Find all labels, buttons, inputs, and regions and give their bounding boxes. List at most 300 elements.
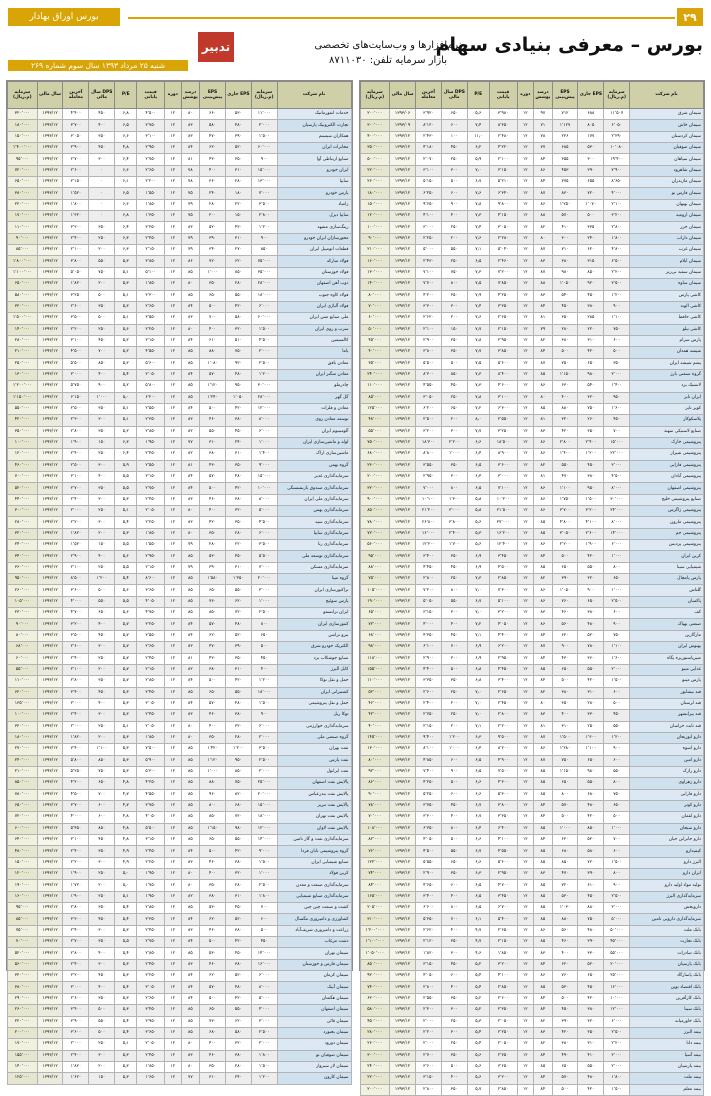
market-cap-cell: ۱۴۰٬۰۰۰ [8, 1061, 38, 1072]
market-cap-cell: ۲۸۰٬۰۰۰ [8, 335, 38, 346]
data-cell: ۲۸۰ [225, 732, 251, 743]
data-cell: ۱۲ [517, 324, 534, 335]
data-cell: ۸٬۵۰۰ [63, 574, 89, 585]
data-cell: ۳۵۵ [552, 154, 578, 165]
fiscal-year-cell: ۱۳۹۳/۱۲ [37, 188, 63, 199]
data-cell: ۴۵۰ [89, 109, 115, 120]
data-cell: ۵٬۳۵۰ [415, 914, 441, 925]
data-cell: ۸٬۹۰۰ [489, 449, 517, 460]
data-cell: ۲٬۹۰۰ [415, 869, 441, 880]
data-cell: ۵٬۹۰۰ [137, 755, 165, 766]
data-cell: ۲٬۸۵۰ [489, 1084, 517, 1095]
table-row [360, 585, 704, 596]
table-row [8, 324, 352, 335]
data-cell: ۷۷۵ [552, 177, 578, 188]
data-cell: ۴۰۰ [441, 812, 467, 823]
data-cell: ۱۲ [517, 789, 534, 800]
data-cell: ۵۰۰ [604, 812, 630, 823]
data-cell: ۵٫۲ [467, 993, 489, 1004]
fiscal-year-cell: ۱۳۹۳/۱۲ [37, 301, 63, 312]
data-cell: ۶۲۰ [200, 143, 226, 154]
data-cell: ۳۰۰ [552, 233, 578, 244]
market-cap-cell: ۴۰٬۰۰۰ [360, 721, 390, 732]
table-row [360, 664, 704, 675]
data-cell: ۶۲۰ [200, 630, 226, 641]
table-row [360, 687, 704, 698]
data-cell: ۵۵۰ [441, 596, 467, 607]
data-cell: ۱۲ [517, 585, 534, 596]
data-cell: ۳٬۶۵۰ [137, 585, 165, 596]
data-cell: ۹٬۶۵۰ [415, 199, 441, 210]
data-cell: ۸۳ [534, 256, 552, 267]
company-name-cell: دارو ابوریحان [630, 732, 704, 743]
data-cell: ۵٬۰۰۰ [415, 245, 441, 256]
table-row [8, 131, 352, 142]
table-row [360, 506, 704, 517]
data-cell: ۱۲ [517, 903, 534, 914]
data-cell: ۲٬۶۵۰ [489, 687, 517, 698]
data-cell: ۷۵۰ [552, 755, 578, 766]
data-cell: ۳۹۰ [578, 165, 604, 176]
data-cell: ۵٫۱ [115, 721, 137, 732]
fiscal-year-cell: ۱۳۹۳/۱۲ [390, 256, 416, 267]
fiscal-year-cell: ۱۳۹۳/۱۲ [37, 608, 63, 619]
data-cell: ۵۰۰ [200, 937, 226, 948]
data-cell: ۱۲ [165, 676, 182, 687]
data-cell: ۸۷ [534, 188, 552, 199]
company-name-cell: همکاران سیستم [277, 131, 351, 142]
data-cell: ۵٫۱ [115, 891, 137, 902]
data-cell: ۵٫۳ [115, 755, 137, 766]
company-name-cell: کیمیدارو [630, 846, 704, 857]
data-cell: ۸۲ [534, 460, 552, 471]
data-cell: ۳۲۰ [225, 721, 251, 732]
data-cell: ۵۵۰ [89, 256, 115, 267]
data-cell: ۳٬۲۵۰ [137, 971, 165, 982]
data-cell: ۱۲ [165, 120, 182, 131]
data-cell: ۱٬۵۰۰ [251, 698, 277, 709]
data-cell: ۳۰۰ [441, 653, 467, 664]
data-cell: ۵۰۰ [200, 483, 226, 494]
data-cell: ۴۲۰ [578, 993, 604, 1004]
company-name-cell: توسعه معادن روی [277, 415, 351, 426]
data-cell: ۱۷۷ [578, 131, 604, 142]
company-name-cell: حمل و نقل توکا [277, 676, 351, 687]
data-cell: ۷۵ [181, 188, 199, 199]
data-cell: ۵٬۲۵۰ [63, 766, 89, 777]
table-row [360, 347, 704, 358]
data-cell: ۵۲۰ [578, 630, 604, 641]
data-cell: ۳٬۹۰۰ [63, 1016, 89, 1027]
table-row [360, 131, 704, 142]
data-cell: ۵٫۷ [115, 653, 137, 664]
table-row [8, 415, 352, 426]
data-cell: ۱۲ [165, 903, 182, 914]
data-cell: ۵۵۰ [225, 290, 251, 301]
col-coverage: درصد پوشش [181, 82, 199, 109]
data-cell: ۲٬۲۰۰ [604, 267, 630, 278]
data-cell: ۸۰۰ [441, 585, 467, 596]
data-cell: ۸۸۰ [578, 903, 604, 914]
market-cap-cell: ۵۵۰٬۰۰۰ [8, 403, 38, 414]
data-cell: ۵۷۰ [200, 982, 226, 993]
data-cell: ۶۳۰ [552, 381, 578, 392]
company-name-cell: سیمان غرب [630, 245, 704, 256]
fiscal-year-cell: ۱۳۹۳/۱۲ [390, 630, 416, 641]
data-cell: ۶٬۳۰۰ [489, 403, 517, 414]
data-cell: ۷٫۸ [467, 199, 489, 210]
fiscal-year-cell: ۱۳۹۳/۱۲ [37, 869, 63, 880]
table-row [360, 835, 704, 846]
fiscal-year-cell: ۱۳۹۳/۱۲ [37, 835, 63, 846]
data-cell: ۱٬۵۰۰ [604, 1084, 630, 1095]
data-cell: ۳۸۰ [578, 1005, 604, 1016]
data-cell: ۵۰۰ [441, 835, 467, 846]
data-cell: ۱۲ [165, 313, 182, 324]
data-cell: ۸۵ [181, 835, 199, 846]
data-cell: ۱۲٬۴۰۰ [489, 540, 517, 551]
data-cell: ۲٬۶۵۰ [137, 642, 165, 653]
data-cell: ۵۰۰ [552, 1084, 578, 1095]
data-cell: ۵٫۲ [115, 347, 137, 358]
data-cell: ۳٬۴۰۰ [415, 551, 441, 562]
data-cell: ۵۰۰ [251, 642, 277, 653]
data-cell: ۱۲ [165, 335, 182, 346]
data-cell: ۵٫۲ [115, 381, 137, 392]
data-cell: ۳۵۰ [200, 279, 226, 290]
data-cell: ۱٬۵۰۰ [604, 676, 630, 687]
data-cell: ۲۵۰ [441, 335, 467, 346]
data-cell: ۳۸۰ [225, 1050, 251, 1061]
table-row [360, 608, 704, 619]
data-cell: ۳۳۰ [578, 710, 604, 721]
data-cell: ۲٬۷۵۰ [415, 710, 441, 721]
data-cell: ۲٬۸۰۰ [251, 211, 277, 222]
data-cell: ۶۲۰ [225, 1016, 251, 1027]
data-cell: ۳٬۱۵۰ [137, 335, 165, 346]
company-name-cell: دارو زهراوی [630, 778, 704, 789]
data-cell: ۸۴ [181, 403, 199, 414]
market-cap-cell: ۱۳۰٬۰۰۰ [8, 369, 38, 380]
data-cell: ۸۵۰ [200, 608, 226, 619]
data-cell: ۵٫۲ [115, 335, 137, 346]
market-cap-cell: ۸۲٬۰۰۰ [360, 835, 390, 846]
fiscal-year-cell: ۱۳۹۳/۱۲ [390, 789, 416, 800]
table-row [360, 551, 704, 562]
data-cell: ۵۵۰ [225, 687, 251, 698]
data-cell: ۵٫۳ [115, 1050, 137, 1061]
data-cell: ۷۸ [534, 131, 552, 142]
data-cell: ۸۵ [181, 381, 199, 392]
fiscal-year-cell: ۱۳۹۳/۰۹ [390, 120, 416, 131]
data-cell: ۱۲ [517, 528, 534, 539]
fiscal-year-cell: ۱۳۹۳/۱۲ [37, 540, 63, 551]
data-cell: ۱۲ [517, 369, 534, 380]
fiscal-year-cell: ۱۳۹۳/۱۲ [390, 676, 416, 687]
data-cell: ۶۸۰ [578, 789, 604, 800]
data-cell: ۸۴ [534, 630, 552, 641]
data-cell: ۵٫۳ [115, 687, 137, 698]
fiscal-year-cell: ۱۳۹۳/۱۲ [37, 664, 63, 675]
data-cell: ۳۵۰ [225, 653, 251, 664]
market-cap-cell: ۲۴۰٬۰۰۰ [360, 369, 390, 380]
data-cell: ۵٫۲ [115, 358, 137, 369]
market-cap-cell: ۹۰٬۰۰۰ [8, 233, 38, 244]
data-cell: ۶٬۲۰۰ [489, 642, 517, 653]
data-cell: ۱٬۰۵۰ [225, 392, 251, 403]
data-cell: ۸۴ [181, 483, 199, 494]
data-cell: ۵٫۳ [115, 710, 137, 721]
data-cell: ۲۰۰ [89, 528, 115, 539]
company-name-cell: پتروشیمی اصفهان [630, 483, 704, 494]
data-cell: ۳۵۰ [552, 698, 578, 709]
data-cell: ۸٬۶۵۰ [604, 177, 630, 188]
data-cell: ۳۵۰ [200, 880, 226, 891]
market-cap-cell: ۲۲۰٬۰۰۰ [8, 1016, 38, 1027]
data-cell: ۱۲ [165, 222, 182, 233]
data-cell: ۲٬۴۰۰ [578, 437, 604, 448]
market-cap-cell: ۲۶۰٬۰۰۰ [360, 1039, 390, 1050]
company-name-cell: ایران تایر [630, 392, 704, 403]
market-cap-cell: ۱٬۱۵۰٬۰۰۰ [8, 392, 38, 403]
data-cell: ۲٬۶۵۰ [137, 165, 165, 176]
data-cell: ۴۵۰ [578, 460, 604, 471]
table-row [360, 1016, 704, 1027]
fiscal-year-cell: ۱۳۹۳/۱۲ [390, 596, 416, 607]
data-cell: ۱۲ [517, 835, 534, 846]
data-cell: ۴٬۰۰۰ [63, 812, 89, 823]
data-cell: ۸۴ [181, 619, 199, 630]
data-cell: ۸۵ [534, 903, 552, 914]
fiscal-year-cell: ۱۳۹۳/۱۲ [390, 403, 416, 414]
data-cell: ۸۴ [534, 154, 552, 165]
company-name-cell: ملی صنایع مس ایران [277, 313, 351, 324]
fiscal-year-cell: ۱۳۹۳/۱۲ [37, 233, 63, 244]
data-cell: ۸۶ [534, 381, 552, 392]
data-cell: ۸۴ [534, 959, 552, 970]
data-cell: ۴۰۰ [552, 710, 578, 721]
data-cell: ۳۵۰ [441, 551, 467, 562]
data-cell: ۱۵۰ [89, 437, 115, 448]
data-cell: ۵۳۰ [200, 903, 226, 914]
data-cell: ۲۸۰ [200, 540, 226, 551]
data-cell: ۸۴ [181, 914, 199, 925]
data-cell: ۴۰۰ [552, 948, 578, 959]
data-cell: ۷۱ [534, 120, 552, 131]
data-cell: ۱۲ [517, 1005, 534, 1016]
company-name-cell: باما [277, 347, 351, 358]
data-cell: ۱۲ [165, 574, 182, 585]
data-cell: ۵٫۲ [467, 1005, 489, 1016]
data-cell: ۳۱۰ [225, 449, 251, 460]
company-name-cell: صنعتی بهپاک [630, 619, 704, 630]
data-cell: ۴۷۰ [552, 472, 578, 483]
company-name-cell: پتروشیمی فارابی [630, 460, 704, 471]
market-cap-cell: ۲۸۰٬۰۰۰ [8, 517, 38, 528]
data-cell: ۵۲۰ [225, 914, 251, 925]
market-cap-cell: ۸۵۰٬۰۰۰ [360, 506, 390, 517]
data-cell: ۱۲ [165, 381, 182, 392]
table-row [360, 562, 704, 573]
data-cell: ۲٬۶۰۰ [63, 993, 89, 1004]
data-cell: ۱۸٬۵۰۰ [489, 437, 517, 448]
data-cell: ۹٬۰۰۰ [251, 846, 277, 857]
data-cell: ۸۵۰ [225, 267, 251, 278]
data-cell: ۹٬۵۰۰ [489, 732, 517, 743]
table-row [8, 369, 352, 380]
data-cell: ۷٫۳ [467, 574, 489, 585]
data-cell: ۸۰ [534, 698, 552, 709]
data-cell: ۱٬۹۵۰ [137, 869, 165, 880]
data-cell: ۸۲ [534, 687, 552, 698]
data-cell: ۶٬۰۰۰ [251, 721, 277, 732]
data-cell: ۲٬۰۵۰ [489, 1016, 517, 1027]
data-cell: ۳۱۰ [225, 165, 251, 176]
data-cell: ۱٬۹۰۰ [578, 540, 604, 551]
table-row [360, 993, 704, 1004]
data-cell: ۱۲ [165, 630, 182, 641]
fiscal-year-cell: ۱۳۹۳/۱۲ [37, 120, 63, 131]
fiscal-year-cell: ۱۳۹۳/۱۲ [390, 426, 416, 437]
data-cell: ۶۵۰ [604, 800, 630, 811]
data-cell: ۴۶۰ [552, 608, 578, 619]
data-cell: ۸۵ [181, 585, 199, 596]
data-cell: ۱۲ [165, 1039, 182, 1050]
data-cell: ۲٬۱۵۰ [63, 177, 89, 188]
market-cap-cell: ۶۵۰٬۰۰۰ [8, 279, 38, 290]
company-name-cell: سیمان بهبهان [630, 199, 704, 210]
company-name-cell: بانک خاورمیانه [630, 1016, 704, 1027]
data-cell: ۱۲ [165, 403, 182, 414]
data-cell: ۳۵۰ [441, 290, 467, 301]
data-cell: ۲٬۶۲۰ [415, 313, 441, 324]
market-cap-cell: ۲۶۰٬۰۰۰ [360, 177, 390, 188]
table-row [8, 449, 352, 460]
data-cell: ۵۳۰ [200, 948, 226, 959]
data-cell: ۱۲ [165, 154, 182, 165]
data-cell: ۳٬۴۰۰ [63, 687, 89, 698]
data-cell: ۴۸۰ [578, 619, 604, 630]
data-cell: ۶٫۵ [467, 256, 489, 267]
company-name-cell: صنایع لاستیکی سهند [630, 426, 704, 437]
data-cell: ۴۵۰ [552, 1005, 578, 1016]
fiscal-year-cell: ۱۳۹۳/۱۲ [37, 347, 63, 358]
fiscal-year-cell: ۱۳۹۳/۱۲ [37, 460, 63, 471]
fiscal-year-cell: ۱۳۹۳/۱۲ [390, 301, 416, 312]
data-cell: ۱۲ [517, 460, 534, 471]
data-cell: ۶٫۵ [467, 766, 489, 777]
data-cell: ۲۸۰ [200, 199, 226, 210]
data-cell: ۵۰۰ [200, 676, 226, 687]
table-row [8, 812, 352, 823]
table-row [8, 846, 352, 857]
table-row [360, 449, 704, 460]
data-cell: ۸۴ [181, 630, 199, 641]
data-cell: ۶٫۶ [115, 199, 137, 210]
company-name-cell: سرمایه‌گذاری توسعه ملی [277, 551, 351, 562]
data-cell: ۳۴۰ [200, 245, 226, 256]
data-cell: ۶٫۷ [467, 812, 489, 823]
market-cap-cell: ۴۲۰٬۰۰۰ [8, 415, 38, 426]
data-cell: ۲٬۲۰۰ [63, 857, 89, 868]
table-row [360, 426, 704, 437]
company-name-cell: تولید مواد اولیه دارو [630, 880, 704, 891]
market-cap-cell: ۲۲۰٬۰۰۰ [8, 199, 38, 210]
data-cell: ۴٫۸ [115, 143, 137, 154]
data-cell: ۵٫۳ [467, 528, 489, 539]
data-cell: ۳٬۹۸۰ [489, 109, 517, 120]
data-cell: ۶۵۰ [441, 109, 467, 120]
market-cap-cell: ۱۴۰٬۰۰۰ [360, 279, 390, 290]
table-row [8, 188, 352, 199]
data-cell: ۳۵۰ [200, 1061, 226, 1072]
table-row [8, 744, 352, 755]
fiscal-year-cell: ۱۳۹۳/۱۲ [37, 358, 63, 369]
data-cell: ۷٫۵ [467, 279, 489, 290]
fiscal-year-cell: ۱۳۹۳/۱۲ [37, 313, 63, 324]
data-cell: ۵٫۶ [467, 109, 489, 120]
data-cell: ۵۰۰ [89, 313, 115, 324]
data-cell: ۳٬۲۰۰ [63, 619, 89, 630]
company-name-cell: رینگ‌سازی مشهد [277, 222, 351, 233]
data-cell: ۱٬۱۰۰ [604, 642, 630, 653]
data-cell: ۸۳ [181, 959, 199, 970]
data-cell: ۲٬۲۵۰ [137, 324, 165, 335]
table-row [360, 574, 704, 585]
data-cell: ۶۰۰ [604, 608, 630, 619]
data-cell: ۸٬۰۰۰ [604, 483, 630, 494]
data-cell: ۱٬۷۰۰ [441, 540, 467, 551]
data-cell: ۸۵ [534, 789, 552, 800]
data-cell: ۳٬۳۰۰ [63, 914, 89, 925]
data-cell: ۲٬۹۵۰ [415, 472, 441, 483]
company-name-cell: سرمایه‌گذاری نفت و گاز تامین [277, 835, 351, 846]
data-cell: ۵۳۰ [578, 143, 604, 154]
data-cell: ۵۰۰ [89, 290, 115, 301]
data-cell: ۶۲۰ [200, 971, 226, 982]
data-cell: ۱۲ [165, 914, 182, 925]
table-row [360, 596, 704, 607]
fiscal-year-cell: ۱۳۹۳/۱۲ [390, 131, 416, 142]
data-cell: ۳۳۰ [578, 948, 604, 959]
company-name-cell: معادن و فلزات [277, 403, 351, 414]
data-cell: ۴٬۱۵۰ [489, 211, 517, 222]
data-cell: ۴٬۹۰۰ [489, 755, 517, 766]
data-cell: ۲٬۳۰۰ [415, 1005, 441, 1016]
data-cell: ۶٫۸ [115, 211, 137, 222]
data-cell: ۲٬۰۵۰ [489, 1039, 517, 1050]
data-cell: ۲۵۰ [441, 154, 467, 165]
data-cell: ۵٫۶ [467, 540, 489, 551]
header-row [8, 82, 352, 109]
data-cell: ۸٫۰ [467, 415, 489, 426]
data-cell: ۲۵۰ [441, 1016, 467, 1027]
data-cell: ۳۵۰ [441, 1084, 467, 1095]
data-cell: ۱۲ [165, 732, 182, 743]
company-name-cell: پالایش نفت اصفهان [277, 778, 351, 789]
data-cell: ۱٬۱۰۰ [89, 744, 115, 755]
fiscal-year-cell: ۱۳۹۳/۱۲ [390, 165, 416, 176]
fiscal-year-cell: ۱۳۹۳/۱۲ [390, 687, 416, 698]
data-cell: ۱٬۴۰۰ [604, 381, 630, 392]
market-cap-cell: ۱٬۵۰۰٬۰۰۰ [8, 313, 38, 324]
table-row [360, 290, 704, 301]
data-cell: ۳٬۷۵۰ [137, 120, 165, 131]
data-cell: ۳۵۰ [89, 676, 115, 687]
data-cell: ۹۰۰ [604, 619, 630, 630]
market-cap-cell: ۳۶۰٬۰۰۰ [8, 562, 38, 573]
data-cell: ۸۵۰ [89, 755, 115, 766]
